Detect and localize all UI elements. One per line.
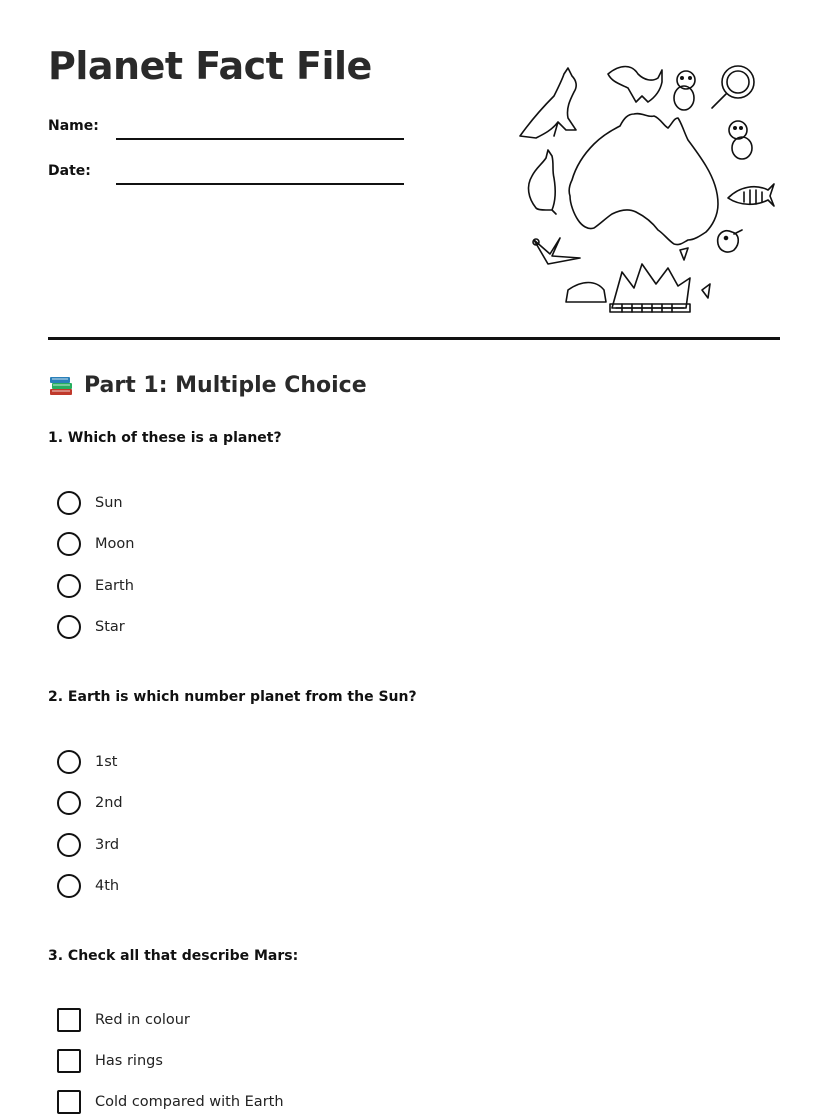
option-label: Has rings xyxy=(95,1053,163,1069)
option-label: Cold compared with Earth xyxy=(95,1094,284,1110)
option-q2-2nd[interactable] xyxy=(57,790,123,816)
checkbox[interactable] xyxy=(57,1049,81,1073)
part1-heading xyxy=(48,372,367,398)
option-q3-rings[interactable] xyxy=(57,1048,163,1074)
option-label: 4th xyxy=(95,878,120,894)
australia-illustration xyxy=(512,58,780,320)
radio-button[interactable] xyxy=(57,833,81,857)
boomerang-drawing xyxy=(534,238,580,264)
koala-drawing xyxy=(674,71,695,110)
bird-drawing xyxy=(718,230,742,252)
australia-map xyxy=(569,114,718,245)
checkbox[interactable] xyxy=(57,1008,81,1032)
radio-button[interactable] xyxy=(57,750,81,774)
checkbox[interactable] xyxy=(57,1090,81,1114)
question-3: 3. Check all that describe Mars: xyxy=(48,948,299,964)
option-q1-star[interactable] xyxy=(57,614,125,640)
part1-heading-text: Part 1: Multiple Choice xyxy=(84,372,367,398)
option-label: Red in colour xyxy=(95,1012,190,1028)
kangaroo-drawing xyxy=(608,67,662,103)
radio-button[interactable] xyxy=(57,574,81,598)
name-label: Name: xyxy=(48,118,99,134)
radio-button[interactable] xyxy=(57,874,81,898)
option-label: Sun xyxy=(95,495,123,511)
fish-drawing xyxy=(728,184,774,206)
option-label: Moon xyxy=(95,536,135,552)
radio-button[interactable] xyxy=(57,615,81,639)
books-icon xyxy=(48,372,74,398)
option-label: 1st xyxy=(95,754,118,770)
option-label: 2nd xyxy=(95,795,123,811)
magnifier-drawing xyxy=(712,66,754,108)
option-q3-red[interactable] xyxy=(57,1007,190,1033)
option-q2-4th[interactable] xyxy=(57,873,119,899)
header-divider xyxy=(48,337,780,340)
kangaroo-drawing xyxy=(529,150,556,214)
koala-drawing xyxy=(729,121,752,159)
date-label: Date: xyxy=(48,163,91,179)
question-2: 2. Earth is which number planet from the Sun? xyxy=(48,689,417,705)
option-label: Earth xyxy=(95,578,134,594)
radio-button[interactable] xyxy=(57,532,81,556)
radio-button[interactable] xyxy=(57,791,81,815)
option-q1-sun[interactable] xyxy=(57,490,123,516)
question-1: 1. Which of these is a planet? xyxy=(48,430,282,446)
option-label: Star xyxy=(95,619,125,635)
option-q2-3rd[interactable] xyxy=(57,832,119,858)
radio-button[interactable] xyxy=(57,491,81,515)
option-q1-moon[interactable] xyxy=(57,531,134,557)
option-q2-1st[interactable] xyxy=(57,749,117,775)
option-q1-earth[interactable] xyxy=(57,573,134,599)
opera-house-drawing xyxy=(566,264,690,312)
name-field[interactable] xyxy=(116,138,404,140)
kangaroo-drawing xyxy=(520,68,576,138)
option-label: 3rd xyxy=(95,837,120,853)
option-q3-cold[interactable] xyxy=(57,1089,284,1115)
date-field[interactable] xyxy=(116,183,404,185)
worksheet-title: Planet Fact File xyxy=(48,44,372,88)
